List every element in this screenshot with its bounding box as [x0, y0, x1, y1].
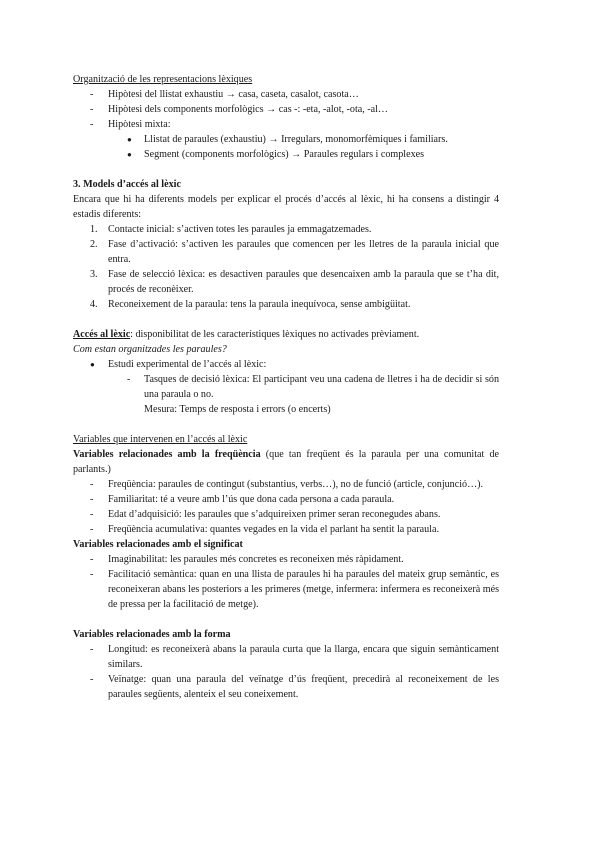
dash-marker: -: [90, 509, 94, 520]
dash-marker: -: [127, 374, 131, 385]
list-item: - Imaginabilitat: les paraules més concretes es reconeixen més ràpidament.: [90, 554, 404, 565]
dash-marker: -: [90, 554, 94, 565]
dash-marker: -: [90, 494, 94, 505]
bullet-icon: ●: [127, 135, 132, 144]
list-item: 3. Fase de selecció lèxica: es desactiven paraules que desencaixen amb la paraula que se t’ha dit, procés de reconèixer.: [90, 269, 499, 295]
list-item: - Tasques de decisió lèxica: El participant veu una cadena de lletres i ha de decidir si són una paraula o no.: [127, 374, 499, 400]
access-question: Com estan organitzades les paraules?: [73, 344, 227, 355]
dash-marker: -: [90, 569, 94, 580]
step-number: 2.: [90, 239, 98, 250]
dash-marker: -: [90, 674, 94, 685]
list-item: ● Estudi experimental de l’accés al lèxic:: [90, 359, 267, 370]
form-title: Variables relacionades amb la forma: [73, 629, 231, 640]
list-item: - Hipòtesi del llistat exhaustiu → casa, caseta, casalot, casota…: [90, 89, 359, 100]
list-item: 4. Reconeixement de la paraula: tens la paraula inequívoca, sense ambigüitat.: [90, 299, 411, 310]
section-3-title: 3. Models d’accés al lèxic: [73, 179, 181, 190]
list-item: - Hipòtesi mixta:: [90, 119, 171, 130]
list-item: 1. Contacte inicial: s’activen totes les paraules ja emmagatzemades.: [90, 224, 372, 235]
list-item: - Freqüència: paraules de contingut (substantius, verbs…), no de funció (article, conjunció…).: [90, 479, 484, 490]
step-number: 3.: [90, 269, 98, 280]
access-definition: Accés al lèxic: disponibilitat de les característiques lèxiques no activades prèviament.: [73, 329, 420, 340]
dash-marker: -: [90, 104, 94, 115]
meaning-title: Variables relacionades amb el significat: [73, 539, 243, 550]
list-item: - Familiaritat: té a veure amb l’ús que dona cada persona a cada paraula.: [90, 494, 395, 505]
dash-marker: -: [90, 89, 94, 100]
bullet-icon: ●: [127, 150, 132, 159]
dash-marker: -: [90, 119, 94, 130]
frequency-title: Variables relacionades amb la freqüència: [73, 449, 261, 460]
frequency-intro: Variables relacionades amb la freqüència (que tan freqüent és la paraula per una comunitat de parlants.): [73, 449, 499, 475]
list-item-continuation: Mesura: Temps de resposta i errors (o encerts): [144, 404, 331, 415]
list-item: 2. Fase d’activació: s’activen les paraules que comencen per les lletres de la paraula inicial que entra.: [90, 239, 499, 265]
section-3-intro: Encara que hi ha diferents models per explicar el procés d’accés al lèxic, hi ha consens a distingir 4 estadis diferents:: [73, 194, 499, 220]
list-item: - Longitud: es reconeixerà abans la paraula curta que la llarga, encara que siguin semànticament similars.: [90, 644, 499, 670]
bullet-icon: ●: [90, 360, 95, 369]
list-item: ● Segment (components morfològics) → Paraules regulars i complexes: [127, 149, 425, 160]
step-number: 4.: [90, 299, 98, 310]
org-heading: Organització de les representacions lèxiques: [73, 74, 253, 85]
access-term: Accés al lèxic: [73, 329, 131, 340]
document-body: [73, 72, 499, 702]
variables-heading: Variables que intervenen en l’accés al lèxic: [73, 434, 248, 445]
step-number: 1.: [90, 224, 98, 235]
list-item: ● Llistat de paraules (exhaustiu) → Irregulars, monomorfèmiques i familiars.: [127, 134, 448, 145]
list-item: - Veïnatge: quan una paraula del veïnatge d’ús freqüent, precedirà al reconeixement de les paraules següents, alenteix el seu coneixement.: [90, 674, 499, 700]
dash-marker: -: [90, 524, 94, 535]
dash-marker: -: [90, 644, 94, 655]
dash-marker: -: [90, 479, 94, 490]
list-item: - Freqüència acumulativa: quantes vegades en la vida el parlant ha sentit la paraula.: [90, 524, 439, 535]
list-item: - Hipòtesi dels components morfològics → cas -: -eta, -alot, -ota, -al…: [90, 104, 389, 115]
list-item: - Edat d’adquisició: les paraules que s’adquireixen primer seran reconegudes abans.: [90, 509, 441, 520]
list-item: - Facilitació semàntica: quan en una llista de paraules hi ha paraules del mateix grup semàntic, es reconeixeran abans les posteriors a les primeres (metge, infermera: infermera es reconeixerà més de pressa per la facilitació de metge).: [90, 569, 499, 610]
